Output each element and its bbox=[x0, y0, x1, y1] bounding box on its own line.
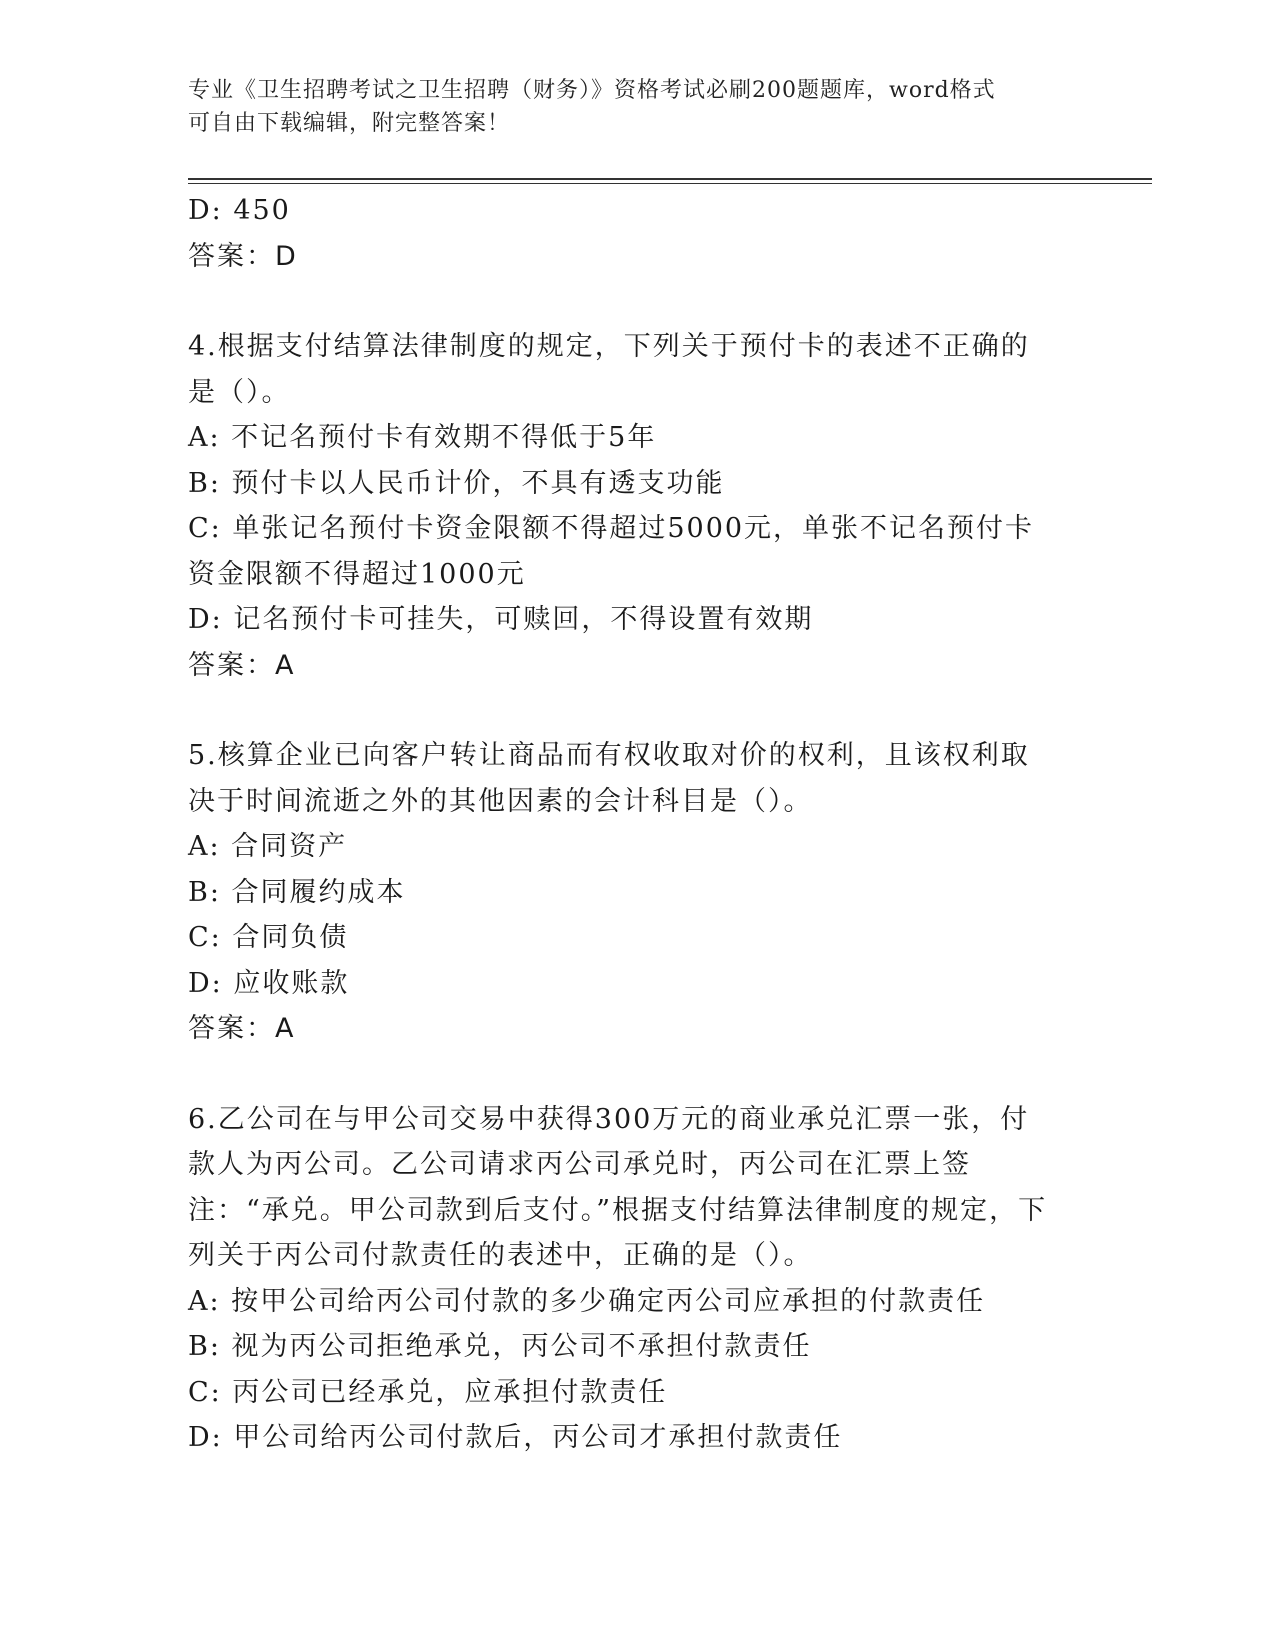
answer: 答案：A bbox=[188, 649, 296, 681]
option-b: B: 视为丙公司拒绝承兑，丙公司不承担付款责任 bbox=[188, 1331, 812, 1362]
option-d: D: 甲公司给丙公司付款后，丙公司才承担付款责任 bbox=[188, 1422, 843, 1453]
question-4 bbox=[188, 324, 1058, 688]
question-text: 6.乙公司在与甲公司交易中获得300万元的商业承兑汇票一张，付款人为丙公司。乙公司请求丙公司承兑时，丙公司在汇票上签注：“承兑。甲公司款到后支付。”根据支付结算法律制度的规定，下列关于丙公司付款责任的表述中，正确的是（）。 bbox=[188, 1103, 1048, 1271]
document-header bbox=[188, 74, 1068, 140]
option-c: C: 合同负债 bbox=[188, 922, 349, 953]
header-line-2: 可自由下载编辑，附完整答案！ bbox=[188, 111, 511, 136]
previous-question-tail bbox=[188, 188, 1058, 279]
question-text: 4.根据支付结算法律制度的规定，下列关于预付卡的表述不正确的是（）。 bbox=[188, 331, 1030, 408]
option-d: D: 记名预付卡可挂失，可赎回，不得设置有效期 bbox=[188, 604, 814, 635]
option-b: B: 预付卡以人民币计价，不具有透支功能 bbox=[188, 467, 725, 499]
header-line-1: 专业《卫生招聘考试之卫生招聘（财务）》资格考试必刷200题题库，word格式 bbox=[188, 78, 996, 103]
question-text: 5.核算企业已向客户转让商品而有权收取对价的权利，且该权利取决于时间流逝之外的其他因素的会计科目是（）。 bbox=[188, 740, 1030, 817]
option-d: D: 应收账款 bbox=[188, 967, 350, 999]
question-5 bbox=[188, 733, 1058, 1052]
document-body bbox=[188, 188, 1058, 1461]
answer: 答案：A bbox=[188, 1013, 296, 1044]
header-rule-thin bbox=[188, 183, 1152, 184]
option-d: D: 450 bbox=[188, 195, 291, 226]
option-c: C: 单张记名预付卡资金限额不得超过5000元，单张不记名预付卡资金限额不得超过1000元 bbox=[188, 513, 1035, 590]
question-6 bbox=[188, 1097, 1058, 1461]
option-a: A: 不记名预付卡有效期不得低于5年 bbox=[188, 422, 657, 453]
option-a: A: 按甲公司给丙公司付款的多少确定丙公司应承担的付款责任 bbox=[188, 1285, 986, 1317]
header-rule-thick bbox=[188, 178, 1152, 180]
option-a: A: 合同资产 bbox=[188, 831, 348, 862]
option-c: C: 丙公司已经承兑，应承担付款责任 bbox=[188, 1376, 668, 1408]
option-b: B: 合同履约成本 bbox=[188, 876, 406, 908]
answer: 答案：D bbox=[188, 240, 298, 272]
